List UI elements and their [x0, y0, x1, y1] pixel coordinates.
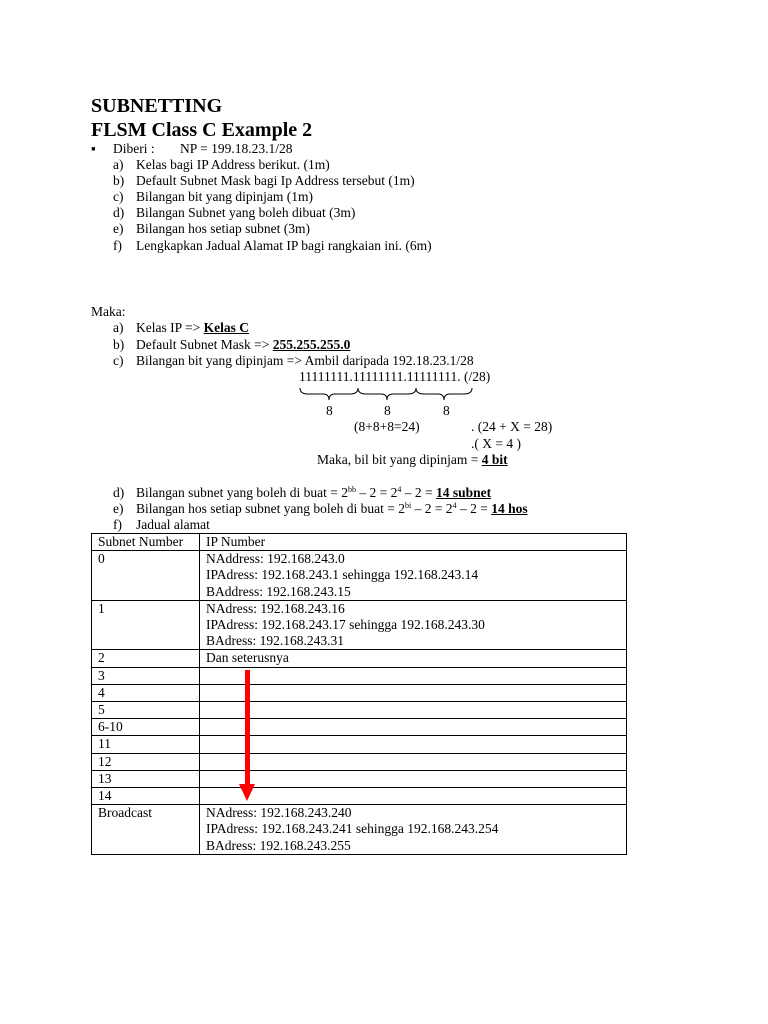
answer-marker: b) [113, 337, 125, 352]
ip-line: BAdress: 192.168.243.31 [206, 633, 344, 649]
table-row [92, 719, 627, 736]
answer-marker: f) [113, 517, 122, 532]
table-row [92, 684, 627, 701]
ip-number-cell [200, 788, 627, 805]
question-marker: e) [113, 221, 124, 236]
table-row [92, 788, 627, 805]
table-row [92, 753, 627, 770]
subnet-number-cell: Broadcast [92, 805, 200, 855]
document-subtitle: FLSM Class C Example 2 [91, 119, 313, 141]
ip-number-cell [200, 684, 627, 701]
ip-line: IPAdress: 192.168.243.1 sehingga 192.168.243.14 [206, 567, 479, 583]
answer-text: Bilangan hos setiap subnet yang boleh di buat = 2 [136, 501, 405, 516]
answer-item-e [113, 501, 528, 517]
question-item [113, 238, 432, 254]
subnet-number-cell: 11 [92, 736, 200, 753]
ip-line: IPAdress: 192.168.243.241 sehingga 192.168.243.254 [206, 821, 499, 837]
question-item [113, 173, 415, 189]
subnet-number-cell: 12 [92, 753, 200, 770]
answer-value: 14 hos [491, 501, 528, 516]
question-item [113, 189, 313, 205]
ip-address-table [91, 533, 627, 855]
table-row [92, 551, 627, 601]
octet-braces-icon [298, 386, 478, 402]
octet-sum: (8+8+8=24) [354, 419, 420, 434]
question-marker: b) [113, 173, 125, 188]
conclusion-value: 4 bit [481, 452, 508, 467]
subnet-number-cell: 2 [92, 650, 200, 667]
question-text: Kelas bagi IP Address berikut. (1m) [136, 157, 330, 172]
table-row [92, 600, 627, 650]
arrow-shaft [245, 670, 250, 787]
exponent: 4 [452, 501, 457, 510]
answer-item-d [113, 485, 492, 501]
ip-line: NAdress: 192.168.243.240 [206, 805, 352, 821]
column-header: Subnet Number [92, 534, 200, 551]
question-marker: d) [113, 205, 125, 220]
given-np: NP = 199.18.23.1/28 [180, 141, 293, 156]
table-row [92, 667, 627, 684]
answer-item-f [113, 517, 210, 533]
table-row [92, 770, 627, 787]
question-marker: c) [113, 189, 124, 204]
answer-value: Kelas C [203, 320, 249, 335]
question-item [113, 157, 330, 173]
subnet-number-cell: 5 [92, 702, 200, 719]
answer-text: Kelas IP => [136, 320, 204, 335]
borrowed-bits-conclusion [317, 452, 508, 468]
table-row [92, 702, 627, 719]
subnet-number-cell: 3 [92, 667, 200, 684]
answer-value: 14 subnet [435, 485, 492, 500]
question-text: Default Subnet Mask bagi Ip Address tersebut (1m) [136, 173, 415, 188]
octet-bits: 8 [443, 403, 450, 418]
ip-number-cell [200, 702, 627, 719]
equation-line-2: .( X = 4 ) [471, 436, 521, 451]
answer-text: Bilangan subnet yang boleh di buat = 2 [136, 485, 348, 500]
table-row [92, 736, 627, 753]
question-text: Lengkapkan Jadual Alamat IP bagi rangkaian ini. (6m) [136, 238, 432, 253]
question-text: Bilangan bit yang dipinjam (1m) [136, 189, 313, 204]
answer-text: – 2 = [401, 485, 436, 500]
ip-number-cell [200, 600, 627, 650]
question-text: Bilangan hos setiap subnet (3m) [136, 221, 310, 236]
subnet-number-cell: 0 [92, 551, 200, 601]
binary-mask: 11111111.11111111.11111111. (/28) [299, 369, 491, 384]
exponent: 4 [397, 485, 402, 494]
answer-marker: d) [113, 485, 125, 500]
conclusion-text: Maka, bil bit yang dipinjam = [317, 452, 482, 467]
answer-value: 255.255.255.0 [272, 337, 351, 352]
octet-bits: 8 [384, 403, 391, 418]
answer-text: Default Subnet Mask => [136, 337, 273, 352]
ip-line: NAddress: 192.168.243.0 [206, 551, 345, 567]
document-title: SUBNETTING [91, 95, 223, 117]
exponent: bb [347, 485, 356, 494]
answer-text: Jadual alamat [136, 517, 210, 532]
answer-marker: a) [113, 320, 124, 335]
subnet-number-cell: 14 [92, 788, 200, 805]
equation-line-1: . (24 + X = 28) [471, 419, 553, 434]
question-text: Bilangan Subnet yang boleh dibuat (3m) [136, 205, 356, 220]
given-label: Diberi : [113, 141, 155, 156]
ip-line: BAdress: 192.168.243.255 [206, 837, 351, 853]
ip-number-cell [200, 770, 627, 787]
subnet-number-cell: 4 [92, 684, 200, 701]
ip-line: BAddress: 192.168.243.15 [206, 583, 351, 599]
question-item [113, 205, 356, 221]
answer-text: Bilangan bit yang dipinjam => Ambil daripada 192.18.23.1/28 [136, 353, 474, 368]
table-row [92, 805, 627, 855]
ip-number-cell [200, 805, 627, 855]
answer-text: – 2 = 2 [355, 485, 398, 500]
bullet-icon: ▪ [91, 141, 96, 156]
question-marker: f) [113, 238, 122, 253]
ip-number-cell [200, 719, 627, 736]
ip-number-cell: Dan seterusnya [200, 650, 627, 667]
answer-text: – 2 = 2 [411, 501, 453, 516]
answer-item-c [113, 353, 474, 369]
question-item [113, 221, 310, 237]
answer-marker: c) [113, 353, 124, 368]
table-header-row [92, 534, 627, 551]
answer-text: – 2 = [456, 501, 492, 516]
ip-number-cell [200, 736, 627, 753]
ip-line: NAdress: 192.168.243.16 [206, 600, 345, 616]
arrow-head [239, 784, 255, 801]
answer-item-a [113, 320, 249, 336]
subnet-number-cell: 13 [92, 770, 200, 787]
ip-number-cell [200, 667, 627, 684]
exponent: bi [404, 501, 412, 510]
ip-number-cell [200, 551, 627, 601]
answer-item-b [113, 337, 351, 353]
answer-label: Maka: [91, 304, 126, 319]
ip-line: IPAdress: 192.168.243.17 sehingga 192.168.243.30 [206, 617, 485, 633]
column-header: IP Number [200, 534, 627, 551]
table-row [92, 650, 627, 667]
subnet-number-cell: 6-10 [92, 719, 200, 736]
subnet-number-cell: 1 [92, 600, 200, 650]
ip-number-cell [200, 753, 627, 770]
octet-bits: 8 [326, 403, 333, 418]
answer-marker: e) [113, 501, 124, 516]
question-marker: a) [113, 157, 124, 172]
